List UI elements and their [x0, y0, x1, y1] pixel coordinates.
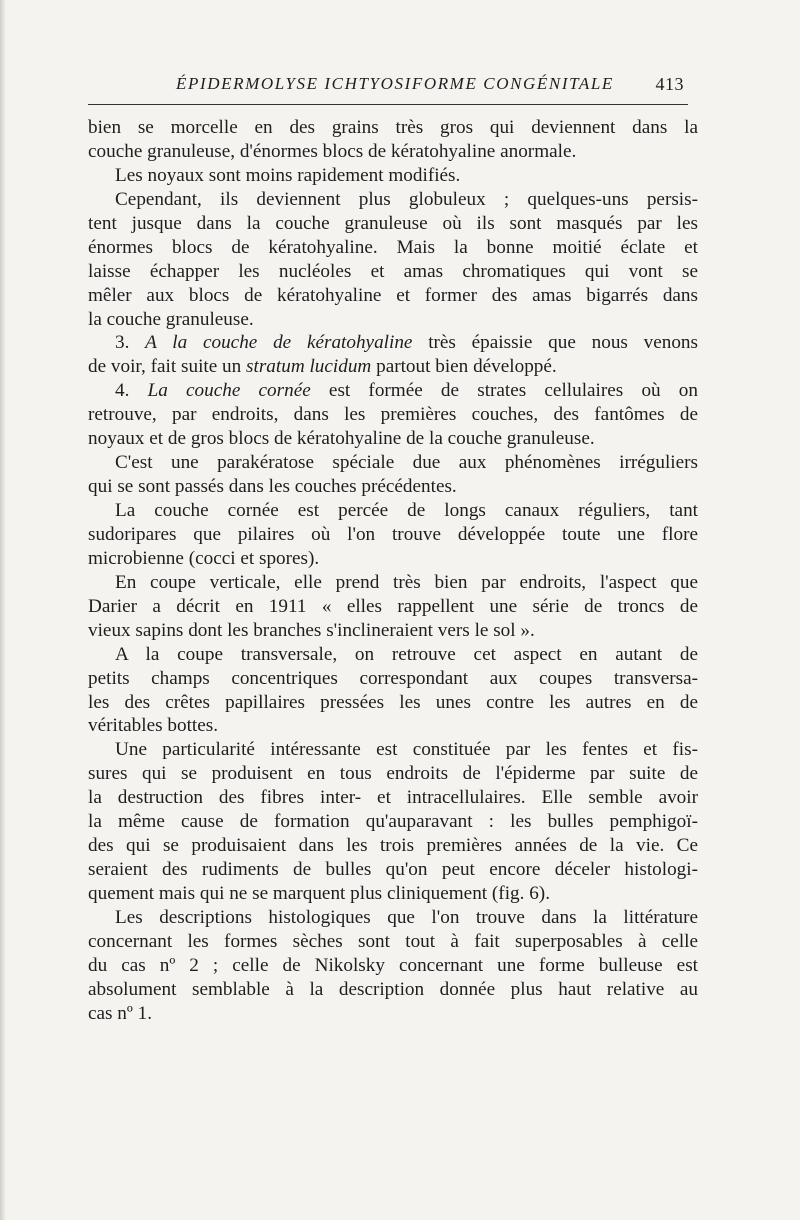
text-line: En coupe verticale, elle prend très bien par endroits, l'aspect que	[115, 571, 698, 593]
text-line: les des crêtes papillaires pressées les unes contre les autres en de	[88, 691, 698, 713]
text-line: Les descriptions histologiques que l'on trouve dans la littérature	[115, 906, 698, 928]
text-line: quement mais qui ne se marquent plus cliniquement (fig. 6).	[88, 883, 550, 904]
text-line: qui se sont passés dans les couches précédentes.	[88, 476, 457, 498]
text-line: concernant les formes sèches sont tout à fait superposables à celle	[88, 930, 698, 952]
text-line: des qui se produisaient dans les trois premières années de la vie. Ce	[88, 835, 698, 857]
text-line: la couche granuleuse.	[88, 308, 254, 330]
text-line: petits champs concentriques correspondant aux coupes transversa-	[88, 667, 698, 689]
text-line-part: 4.	[115, 380, 148, 402]
text-line: microbienne (cocci et spores).	[88, 547, 320, 569]
text-line: cas nº 1.	[88, 1002, 153, 1024]
italic-term: La couche cornée	[147, 380, 311, 402]
text-line: la même cause de formation qu'auparavant : les bulles pemphigoï-	[88, 811, 698, 833]
text-line: retrouve, par endroits, dans les premières couches, des fantômes de	[88, 404, 698, 426]
text-line: couche granuleuse, d'énormes blocs de kératohyaline anormale.	[88, 140, 577, 162]
text-line-part: de voir, fait suite un	[88, 356, 247, 378]
text-line: C'est une parakératose spéciale due aux phénomènes irréguliers	[115, 452, 698, 474]
page-number: 413	[655, 74, 684, 94]
text-line-part: très épaissie que nous venons	[412, 332, 698, 354]
text-line: La couche cornée est percée de longs canaux réguliers, tant	[115, 500, 698, 521]
text-line	[88, 331, 698, 355]
italic-term: A la couche de kératohyaline	[145, 332, 413, 354]
text-line-part: 3.	[115, 332, 146, 354]
text-line	[88, 379, 698, 403]
text-line: seraient des rudiments de bulles qu'on peut encore déceler histologi-	[88, 859, 698, 881]
text-line: A la coupe transversale, on retrouve cet aspect en autant de	[115, 643, 698, 665]
header-rule	[88, 104, 688, 105]
text-line: bien se morcelle en des grains très gros qui deviennent dans la	[88, 117, 698, 138]
text-line-part: est formée de strates cellulaires où on	[310, 380, 698, 402]
text-line: du cas nº 2 ; celle de Nikolsky concernant une forme bulleuse est	[88, 954, 698, 976]
page-edge-shadow	[0, 0, 6, 1220]
text-line: Cependant, ils deviennent plus globuleux ; quelques-uns persis-	[115, 188, 698, 210]
text-line: laisse échapper les nucléoles et amas chromatiques qui vont se	[88, 260, 698, 282]
text-line: Une particularité intéressante est constituée par les fentes et fis-	[115, 739, 698, 761]
text-line: noyaux et de gros blocs de kératohyaline de la couche granuleuse.	[88, 428, 595, 450]
text-line: énormes blocs de kératohyaline. Mais la bonne moitié éclate et	[88, 236, 698, 258]
text-line: absolument semblable à la description donnée plus haut relative au	[88, 978, 698, 1000]
text-line: sures qui se produisent en tous endroits de l'épiderme par suite de	[88, 763, 698, 785]
text-line	[88, 355, 698, 379]
body-text	[88, 116, 698, 1026]
text-line: sudoripares que pilaires où l'on trouve développée toute une flore	[88, 523, 698, 545]
text-line: véritables bottes.	[88, 715, 219, 737]
running-title: ÉPIDERMOLYSE ICHTYOSIFORME CONGÉNITALE	[176, 74, 614, 93]
italic-term: stratum lucidum	[246, 356, 372, 378]
text-line: tent jusque dans la couche granuleuse où ils sont masqués par les	[88, 212, 698, 234]
text-line: vieux sapins dont les branches s'inclineraient vers le sol ».	[88, 619, 535, 641]
text-line: Darier a décrit en 1911 « elles rappellent une série de troncs de	[88, 595, 698, 617]
page-header	[88, 74, 688, 100]
text-line-part: partout bien développé.	[371, 356, 557, 378]
text-line: la destruction des fibres inter- et intracellulaires. Elle semble avoir	[88, 787, 698, 809]
text-line: Les noyaux sont moins rapidement modifiés.	[115, 164, 461, 186]
text-line: mêler aux blocs de kératohyaline et former des amas bigarrés dans	[88, 284, 698, 306]
